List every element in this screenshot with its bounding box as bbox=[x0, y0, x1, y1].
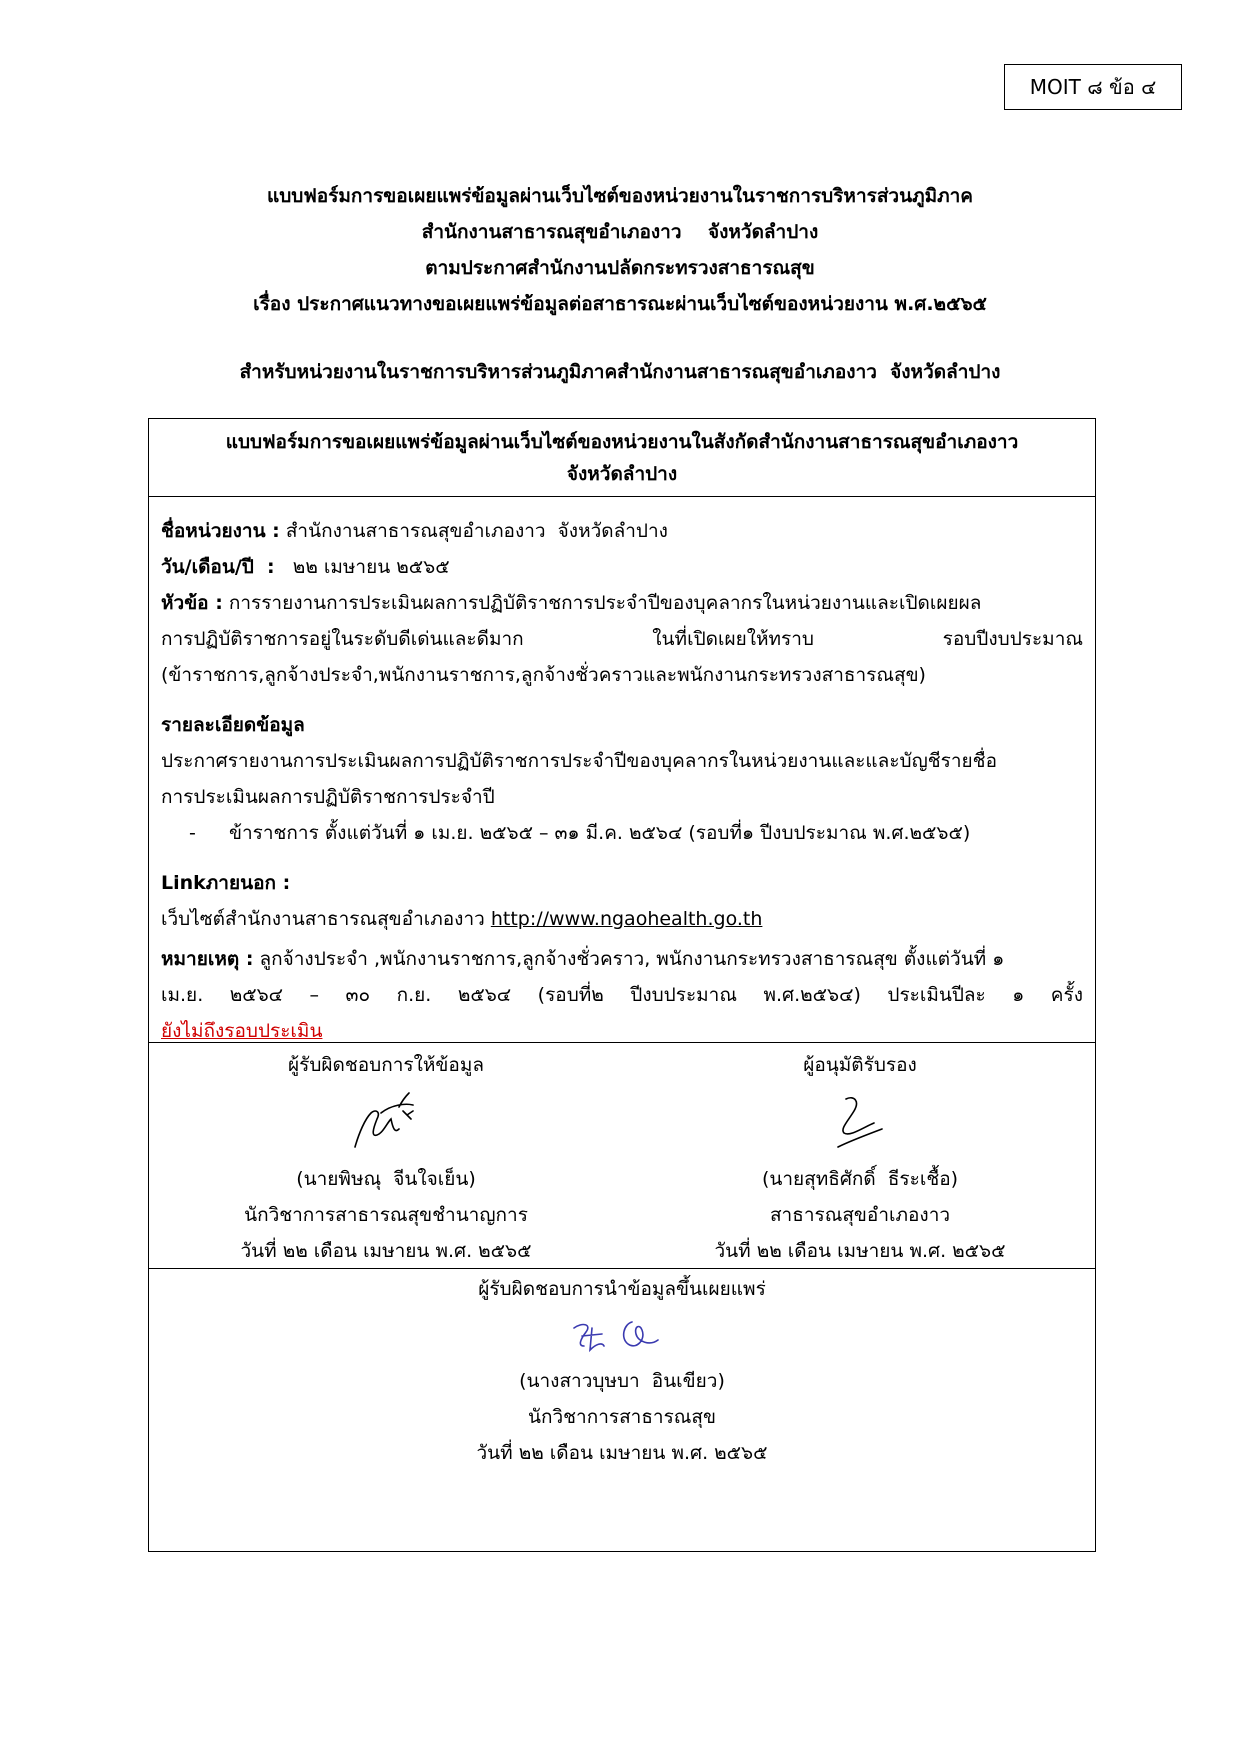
topic-line-1 bbox=[161, 585, 1083, 621]
topic-text-1: การรายงานการประเมินผลการปฏิบัติราชการประจำปีของบุคลากรในหน่วยงานและเปิดเผยผล bbox=[222, 592, 982, 614]
external-link-label: Linkภายนอก : bbox=[161, 872, 291, 894]
publisher-row bbox=[149, 1269, 1095, 1551]
date-value: ๒๒ เมษายน ๒๕๖๕ bbox=[274, 556, 450, 578]
publisher-date: วันที่ ๒๒ เดือน เมษายน พ.ศ. ๒๕๖๕ bbox=[476, 1442, 768, 1464]
detail-label: รายละเอียดข้อมูล bbox=[161, 714, 305, 736]
approver-date: วันที่ ๒๒ เดือน เมษายน พ.ศ. ๒๕๖๕ bbox=[714, 1240, 1006, 1262]
approver-name: (นายสุทธิศักดิ์ ธีระเชื้อ) bbox=[761, 1168, 959, 1190]
date-label: วัน/เดือน/ปี : bbox=[161, 556, 275, 578]
handwritten-signature-icon bbox=[341, 1089, 431, 1155]
topic-text-2: การปฏิบัติราชการอยู่ในระดับดีเด่นและดีมาก ในที่เปิดเผยให้ทราบ รอบปีงบประมาณ bbox=[161, 628, 1083, 650]
note-label: หมายเหตุ : bbox=[161, 948, 254, 970]
publisher-signature bbox=[149, 1307, 1095, 1363]
informant-role: ผู้รับผิดชอบการให้ข้อมูล bbox=[288, 1054, 484, 1076]
publisher-role: ผู้รับผิดชอบการนำข้อมูลขึ้นเผยแพร่ bbox=[478, 1278, 766, 1300]
informant-signature bbox=[149, 1083, 623, 1161]
handwritten-signature-icon bbox=[562, 1310, 682, 1360]
topic-text-3: (ข้าราชการ,ลูกจ้างประจำ,พนักงานราชการ,ลูกจ้างชั่วคราวและพนักงานกระทรวงสาธารณสุข) bbox=[161, 664, 926, 686]
approver-signer bbox=[623, 1043, 1097, 1269]
approver-signature bbox=[623, 1083, 1097, 1161]
signature-row bbox=[149, 1043, 1095, 1269]
not-yet-evaluated-note: ยังไม่ถึงรอบประเมิน bbox=[161, 1020, 323, 1042]
publisher-name: (นางสาวบุษบา อินเขียว) bbox=[519, 1370, 725, 1392]
informant-position: นักวิชาการสาธารณสุขชำนาญการ bbox=[244, 1204, 528, 1226]
moit-code-box bbox=[1004, 64, 1182, 110]
form-body bbox=[149, 497, 1095, 1043]
unit-label: ชื่อหน่วยงาน : bbox=[161, 520, 280, 542]
informant-name: (นายพิษณุ จีนใจเย็น) bbox=[296, 1168, 476, 1190]
form-title bbox=[149, 419, 1095, 497]
document-heading bbox=[0, 178, 1240, 322]
handwritten-signature-icon bbox=[820, 1089, 900, 1155]
heading-line-1: แบบฟอร์มการขอเผยแพร่ข้อมูลผ่านเว็บไซต์ของหน่วยงานในราชการบริหารส่วนภูมิภาค bbox=[266, 185, 974, 207]
topic-label: หัวข้อ : bbox=[161, 592, 223, 614]
note-text-1: ลูกจ้างประจำ ,พนักงานราชการ,ลูกจ้างชั่วคราว, พนักงานกระทรวงสาธารณสุข ตั้งแต่วันที่ ๑ bbox=[253, 948, 1005, 970]
publisher-signer bbox=[149, 1269, 1095, 1471]
unit-line bbox=[161, 513, 1083, 549]
external-link-prefix: เว็บไซต์สำนักงานสาธารณสุขอำเภองาว bbox=[161, 908, 491, 930]
detail-bullet bbox=[161, 815, 1083, 851]
note-line-1 bbox=[161, 941, 1083, 977]
document-subheading bbox=[0, 354, 1240, 390]
heading-line-4: เรื่อง ประกาศแนวทางขอเผยแพร่ข้อมูลต่อสาธารณะผ่านเว็บไซต์ของหน่วยงาน พ.ศ.๒๕๖๕ bbox=[253, 293, 987, 315]
moit-code: MOIT ๘ ข้อ ๔ bbox=[1029, 75, 1157, 99]
form-title-line-1: แบบฟอร์มการขอเผยแพร่ข้อมูลผ่านเว็บไซต์ของหน่วยงานในสังกัดสำนักงานสาธารณสุขอำเภองาว bbox=[225, 431, 1019, 453]
bullet-dash: - bbox=[189, 822, 196, 844]
bullet-text: ข้าราชการ ตั้งแต่วันที่ ๑ เม.ย. ๒๕๖๕ – ๓๑ มี.ค. ๒๕๖๔ (รอบที่๑ ปีงบประมาณ พ.ศ.๒๕๖๕) bbox=[229, 822, 971, 844]
informant-date: วันที่ ๒๒ เดือน เมษายน พ.ศ. ๒๕๖๕ bbox=[240, 1240, 532, 1262]
note-text-2: เม.ย. ๒๕๖๔ – ๓๐ ก.ย. ๒๕๖๔ (รอบที่๒ ปีงบประมาณ พ.ศ.๒๕๖๔) ประเมินปีละ ๑ ครั้ง bbox=[161, 984, 1083, 1006]
informant-signer bbox=[149, 1043, 623, 1269]
date-line bbox=[161, 549, 1083, 585]
unit-value: สำนักงานสาธารณสุขอำเภองาว จังหวัดลำปาง bbox=[279, 520, 668, 542]
external-link-line bbox=[161, 901, 1083, 937]
heading-line-5: สำหรับหน่วยงานในราชการบริหารส่วนภูมิภาคสำนักงานสาธารณสุขอำเภองาว จังหวัดลำปาง bbox=[239, 361, 1001, 383]
publish-request-form bbox=[148, 418, 1096, 1552]
form-title-line-2: จังหวัดลำปาง bbox=[566, 463, 678, 485]
website-link[interactable]: http://www.ngaohealth.go.th bbox=[490, 908, 763, 930]
approver-position: สาธารณสุขอำเภองาว bbox=[769, 1204, 951, 1226]
detail-line-2: การประเมินผลการปฏิบัติราชการประจำปี bbox=[161, 786, 495, 808]
heading-line-2: สำนักงานสาธารณสุขอำเภองาว จังหวัดลำปาง bbox=[421, 221, 819, 243]
approver-role: ผู้อนุมัติรับรอง bbox=[803, 1054, 917, 1076]
publisher-position: นักวิชาการสาธารณสุข bbox=[527, 1406, 717, 1428]
heading-line-3: ตามประกาศสำนักงานปลัดกระทรวงสาธารณสุข bbox=[425, 257, 815, 279]
detail-line-1: ประกาศรายงานการประเมินผลการปฏิบัติราชการประจำปีของบุคลากรในหน่วยงานและและบัญชีรายชื่อ bbox=[161, 750, 997, 772]
